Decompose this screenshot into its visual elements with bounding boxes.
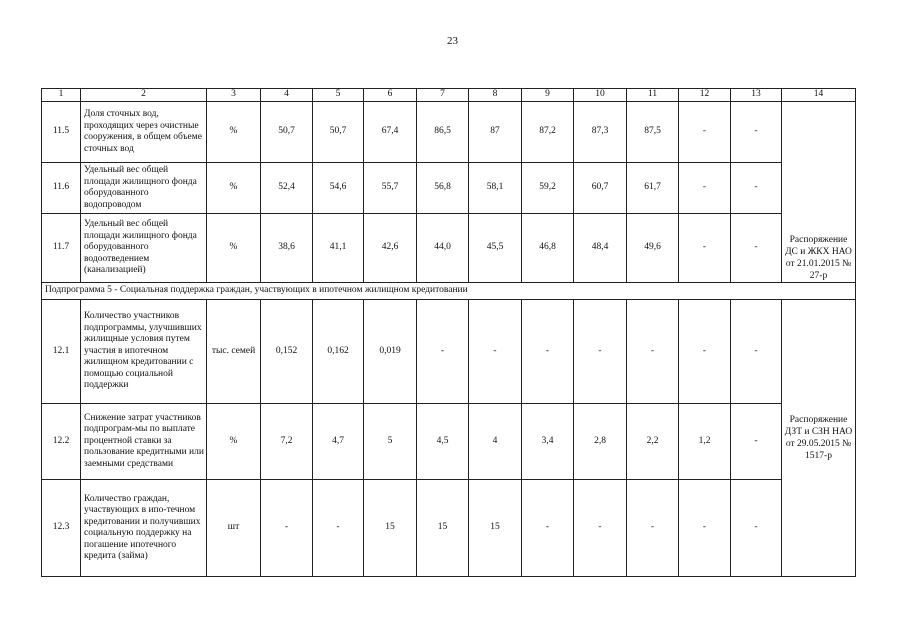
value-cell: 58,1 xyxy=(469,163,522,214)
indicator-name: Доля сточных вод, проходящих через очистные сооружения, в общем объеме сточных вод xyxy=(81,102,207,163)
value-cell: 0,019 xyxy=(364,300,417,404)
value-cell: 87,3 xyxy=(574,102,627,163)
value-cell: - xyxy=(627,300,679,404)
header-cell: 14 xyxy=(782,89,856,102)
header-cell: 6 xyxy=(364,89,417,102)
header-cell: 11 xyxy=(627,89,679,102)
header-row xyxy=(42,89,856,102)
value-cell: - xyxy=(731,300,782,404)
value-cell: 46,8 xyxy=(522,214,574,283)
value-cell: - xyxy=(574,480,627,577)
unit-cell: % xyxy=(207,214,261,283)
value-cell: - xyxy=(574,300,627,404)
header-cell: 12 xyxy=(679,89,731,102)
value-cell: 50,7 xyxy=(313,102,364,163)
value-cell: - xyxy=(731,404,782,480)
value-cell: 54,6 xyxy=(313,163,364,214)
indicator-name: Количество граждан, участвующих в ипо-течном кредитовании и получивших социальную поддержку на погашение ипотечного кредита (займа) xyxy=(81,480,207,577)
value-cell: 45,5 xyxy=(469,214,522,283)
value-cell: 15 xyxy=(417,480,469,577)
value-cell: - xyxy=(261,480,313,577)
value-cell: - xyxy=(627,480,679,577)
value-cell: 4,5 xyxy=(417,404,469,480)
header-cell: 1 xyxy=(42,89,81,102)
value-cell: 44,0 xyxy=(417,214,469,283)
table-row xyxy=(42,404,856,480)
unit-cell: % xyxy=(207,102,261,163)
value-cell: 42,6 xyxy=(364,214,417,283)
value-cell: 52,4 xyxy=(261,163,313,214)
value-cell: 41,1 xyxy=(313,214,364,283)
value-cell: - xyxy=(679,300,731,404)
value-cell: - xyxy=(679,214,731,283)
value-cell: 48,4 xyxy=(574,214,627,283)
section-title: Подпрограмма 5 - Социальная поддержка граждан, участвующих в ипотечном жилищном кредитовании xyxy=(42,283,856,300)
header-cell: 8 xyxy=(469,89,522,102)
table-row xyxy=(42,214,856,283)
header-cell: 3 xyxy=(207,89,261,102)
value-cell: 55,7 xyxy=(364,163,417,214)
value-cell: 59,2 xyxy=(522,163,574,214)
row-number: 12.3 xyxy=(42,480,81,577)
indicator-name: Удельный вес общей площади жилищного фонда оборудованного водопроводом xyxy=(81,163,207,214)
value-cell: 2,8 xyxy=(574,404,627,480)
value-cell: 56,8 xyxy=(417,163,469,214)
value-cell: - xyxy=(469,300,522,404)
legal-document-cell: Распоряжение ДС и ЖКХ НАО от 21.01.2015 № 27-р xyxy=(782,102,856,283)
value-cell: - xyxy=(731,480,782,577)
value-cell: - xyxy=(731,163,782,214)
unit-cell: % xyxy=(207,163,261,214)
indicators-table xyxy=(41,88,856,577)
unit-cell: тыс. семей xyxy=(207,300,261,404)
value-cell: 2,2 xyxy=(627,404,679,480)
value-cell: - xyxy=(679,102,731,163)
value-cell: 61,7 xyxy=(627,163,679,214)
value-cell: 4 xyxy=(469,404,522,480)
row-number: 12.1 xyxy=(42,300,81,404)
row-number: 11.7 xyxy=(42,214,81,283)
value-cell: 87,5 xyxy=(627,102,679,163)
table-row xyxy=(42,102,856,163)
header-cell: 5 xyxy=(313,89,364,102)
table-row xyxy=(42,300,856,404)
indicator-name: Удельный вес общей площади жилищного фонда оборудованного водоотведением (канализацией) xyxy=(81,214,207,283)
row-number: 12.2 xyxy=(42,404,81,480)
section-row xyxy=(42,283,856,300)
value-cell: 49,6 xyxy=(627,214,679,283)
row-number: 11.6 xyxy=(42,163,81,214)
value-cell: 1,2 xyxy=(679,404,731,480)
value-cell: - xyxy=(679,163,731,214)
header-cell: 13 xyxy=(731,89,782,102)
value-cell: 5 xyxy=(364,404,417,480)
value-cell: - xyxy=(731,214,782,283)
value-cell: 15 xyxy=(469,480,522,577)
value-cell: 15 xyxy=(364,480,417,577)
value-cell: 87 xyxy=(469,102,522,163)
table-row xyxy=(42,163,856,214)
header-cell: 9 xyxy=(522,89,574,102)
value-cell: 0,162 xyxy=(313,300,364,404)
unit-cell: шт xyxy=(207,480,261,577)
header-cell: 2 xyxy=(81,89,207,102)
value-cell: 7,2 xyxy=(261,404,313,480)
indicator-name: Снижение затрат участников подпрограм-мы по выплате процентной ставки за пользование кредитными или заемными средствами xyxy=(81,404,207,480)
legal-document-cell: Распоряжение ДЗТ и СЗН НАО от 29.05.2015 № 1517-р xyxy=(782,300,856,577)
value-cell: - xyxy=(731,102,782,163)
header-cell: 7 xyxy=(417,89,469,102)
value-cell: 4,7 xyxy=(313,404,364,480)
row-number: 11.5 xyxy=(42,102,81,163)
value-cell: - xyxy=(522,480,574,577)
value-cell: - xyxy=(313,480,364,577)
page-number: 23 xyxy=(447,35,458,47)
value-cell: 87,2 xyxy=(522,102,574,163)
value-cell: 67,4 xyxy=(364,102,417,163)
value-cell: 0,152 xyxy=(261,300,313,404)
header-cell: 4 xyxy=(261,89,313,102)
value-cell: 3,4 xyxy=(522,404,574,480)
unit-cell: % xyxy=(207,404,261,480)
value-cell: - xyxy=(679,480,731,577)
table-row xyxy=(42,480,856,577)
indicator-name: Количество участников подпрограммы, улучшивших жилищные условия путем участия в ипотечном жилищном кредитовании с помощью социальной поддержки xyxy=(81,300,207,404)
value-cell: 50,7 xyxy=(261,102,313,163)
value-cell: 60,7 xyxy=(574,163,627,214)
value-cell: - xyxy=(522,300,574,404)
header-cell: 10 xyxy=(574,89,627,102)
value-cell: - xyxy=(417,300,469,404)
value-cell: 86,5 xyxy=(417,102,469,163)
value-cell: 38,6 xyxy=(261,214,313,283)
